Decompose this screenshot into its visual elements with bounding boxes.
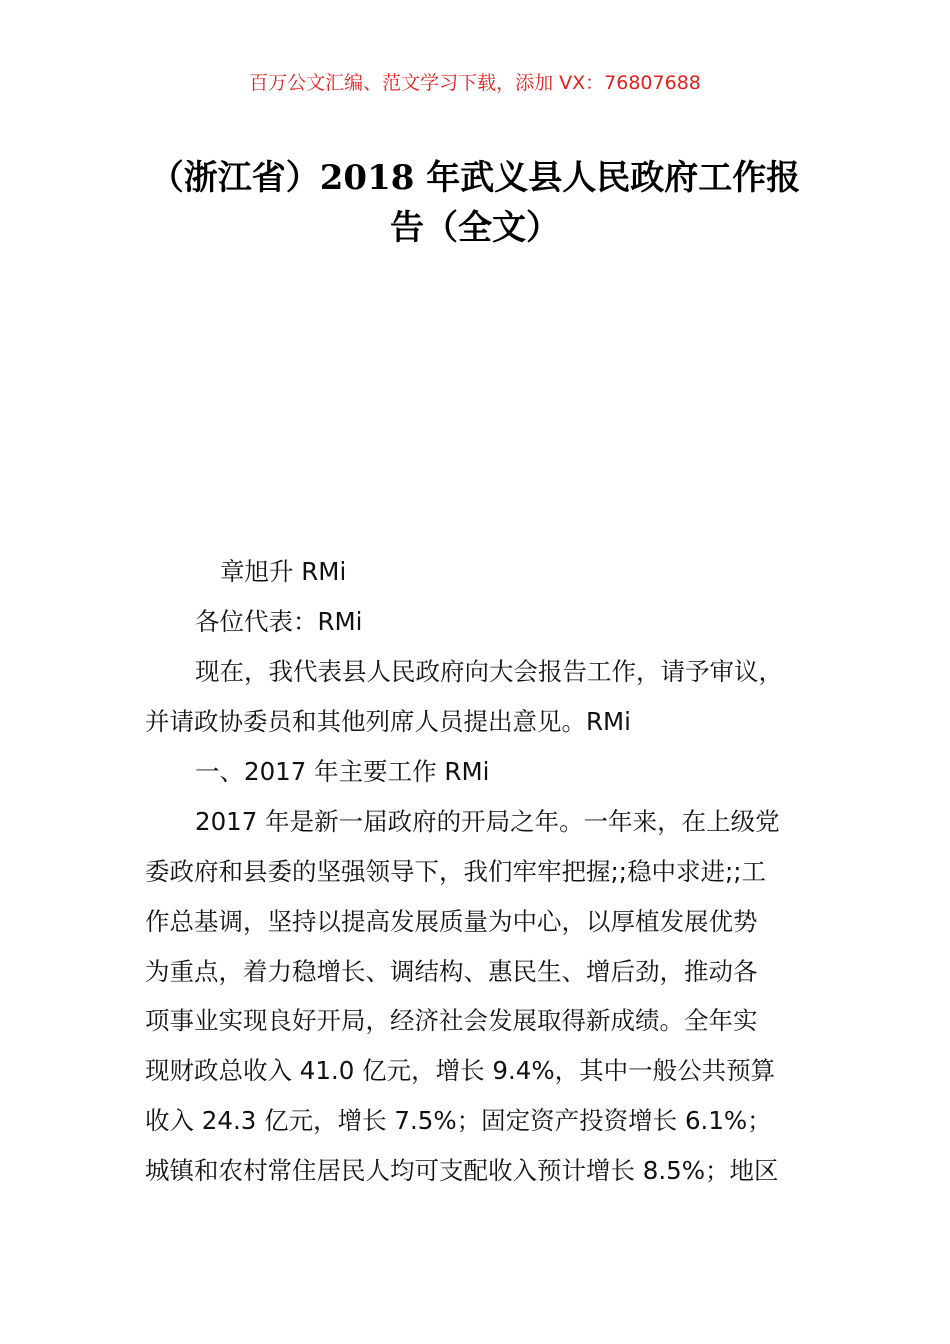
paragraph-line: 收入 24.3 亿元，增长 7.5%；固定资产投资增长 6.1%； bbox=[145, 1106, 772, 1135]
author-line: 章旭升 RMi bbox=[220, 557, 347, 586]
paragraph-line: 作总基调，坚持以提高发展质量为中心，以厚植发展优势 bbox=[145, 907, 758, 936]
paragraph-line: 为重点，着力稳增长、调结构、惠民生、增后劲，推动各 bbox=[145, 957, 758, 986]
paragraph-line: 城镇和农村常住居民人均可支配收入预计增长 8.5%；地区 bbox=[145, 1156, 779, 1185]
paragraph-line: 并请政协委员和其他列席人员提出意见。RMi bbox=[145, 707, 631, 736]
section-heading: 一、2017 年主要工作 RMi bbox=[195, 757, 490, 786]
document-title-line2: 告（全文） bbox=[390, 208, 560, 248]
document-title-line1: （浙江省）2018 年武义县人民政府工作报 bbox=[149, 158, 801, 198]
paragraph-line: 2017 年是新一届政府的开局之年。一年来，在上级党 bbox=[195, 807, 780, 836]
paragraph-line: 现在，我代表县人民政府向大会报告工作，请予审议， bbox=[195, 657, 783, 686]
paragraph-line: 项事业实现良好开局，经济社会发展取得新成绩。全年实 bbox=[145, 1006, 758, 1035]
paragraph-line: 现财政总收入 41.0 亿元，增长 9.4%，其中一般公共预算 bbox=[145, 1056, 776, 1085]
watermark-contact: 百万公文汇编、范文学习下载，添加 VX：76807688 bbox=[249, 72, 701, 94]
paragraph-line: 委政府和县委的坚强领导下，我们牢牢把握;;稳中求进;;工 bbox=[145, 857, 767, 886]
salutation: 各位代表：RMi bbox=[195, 607, 363, 636]
